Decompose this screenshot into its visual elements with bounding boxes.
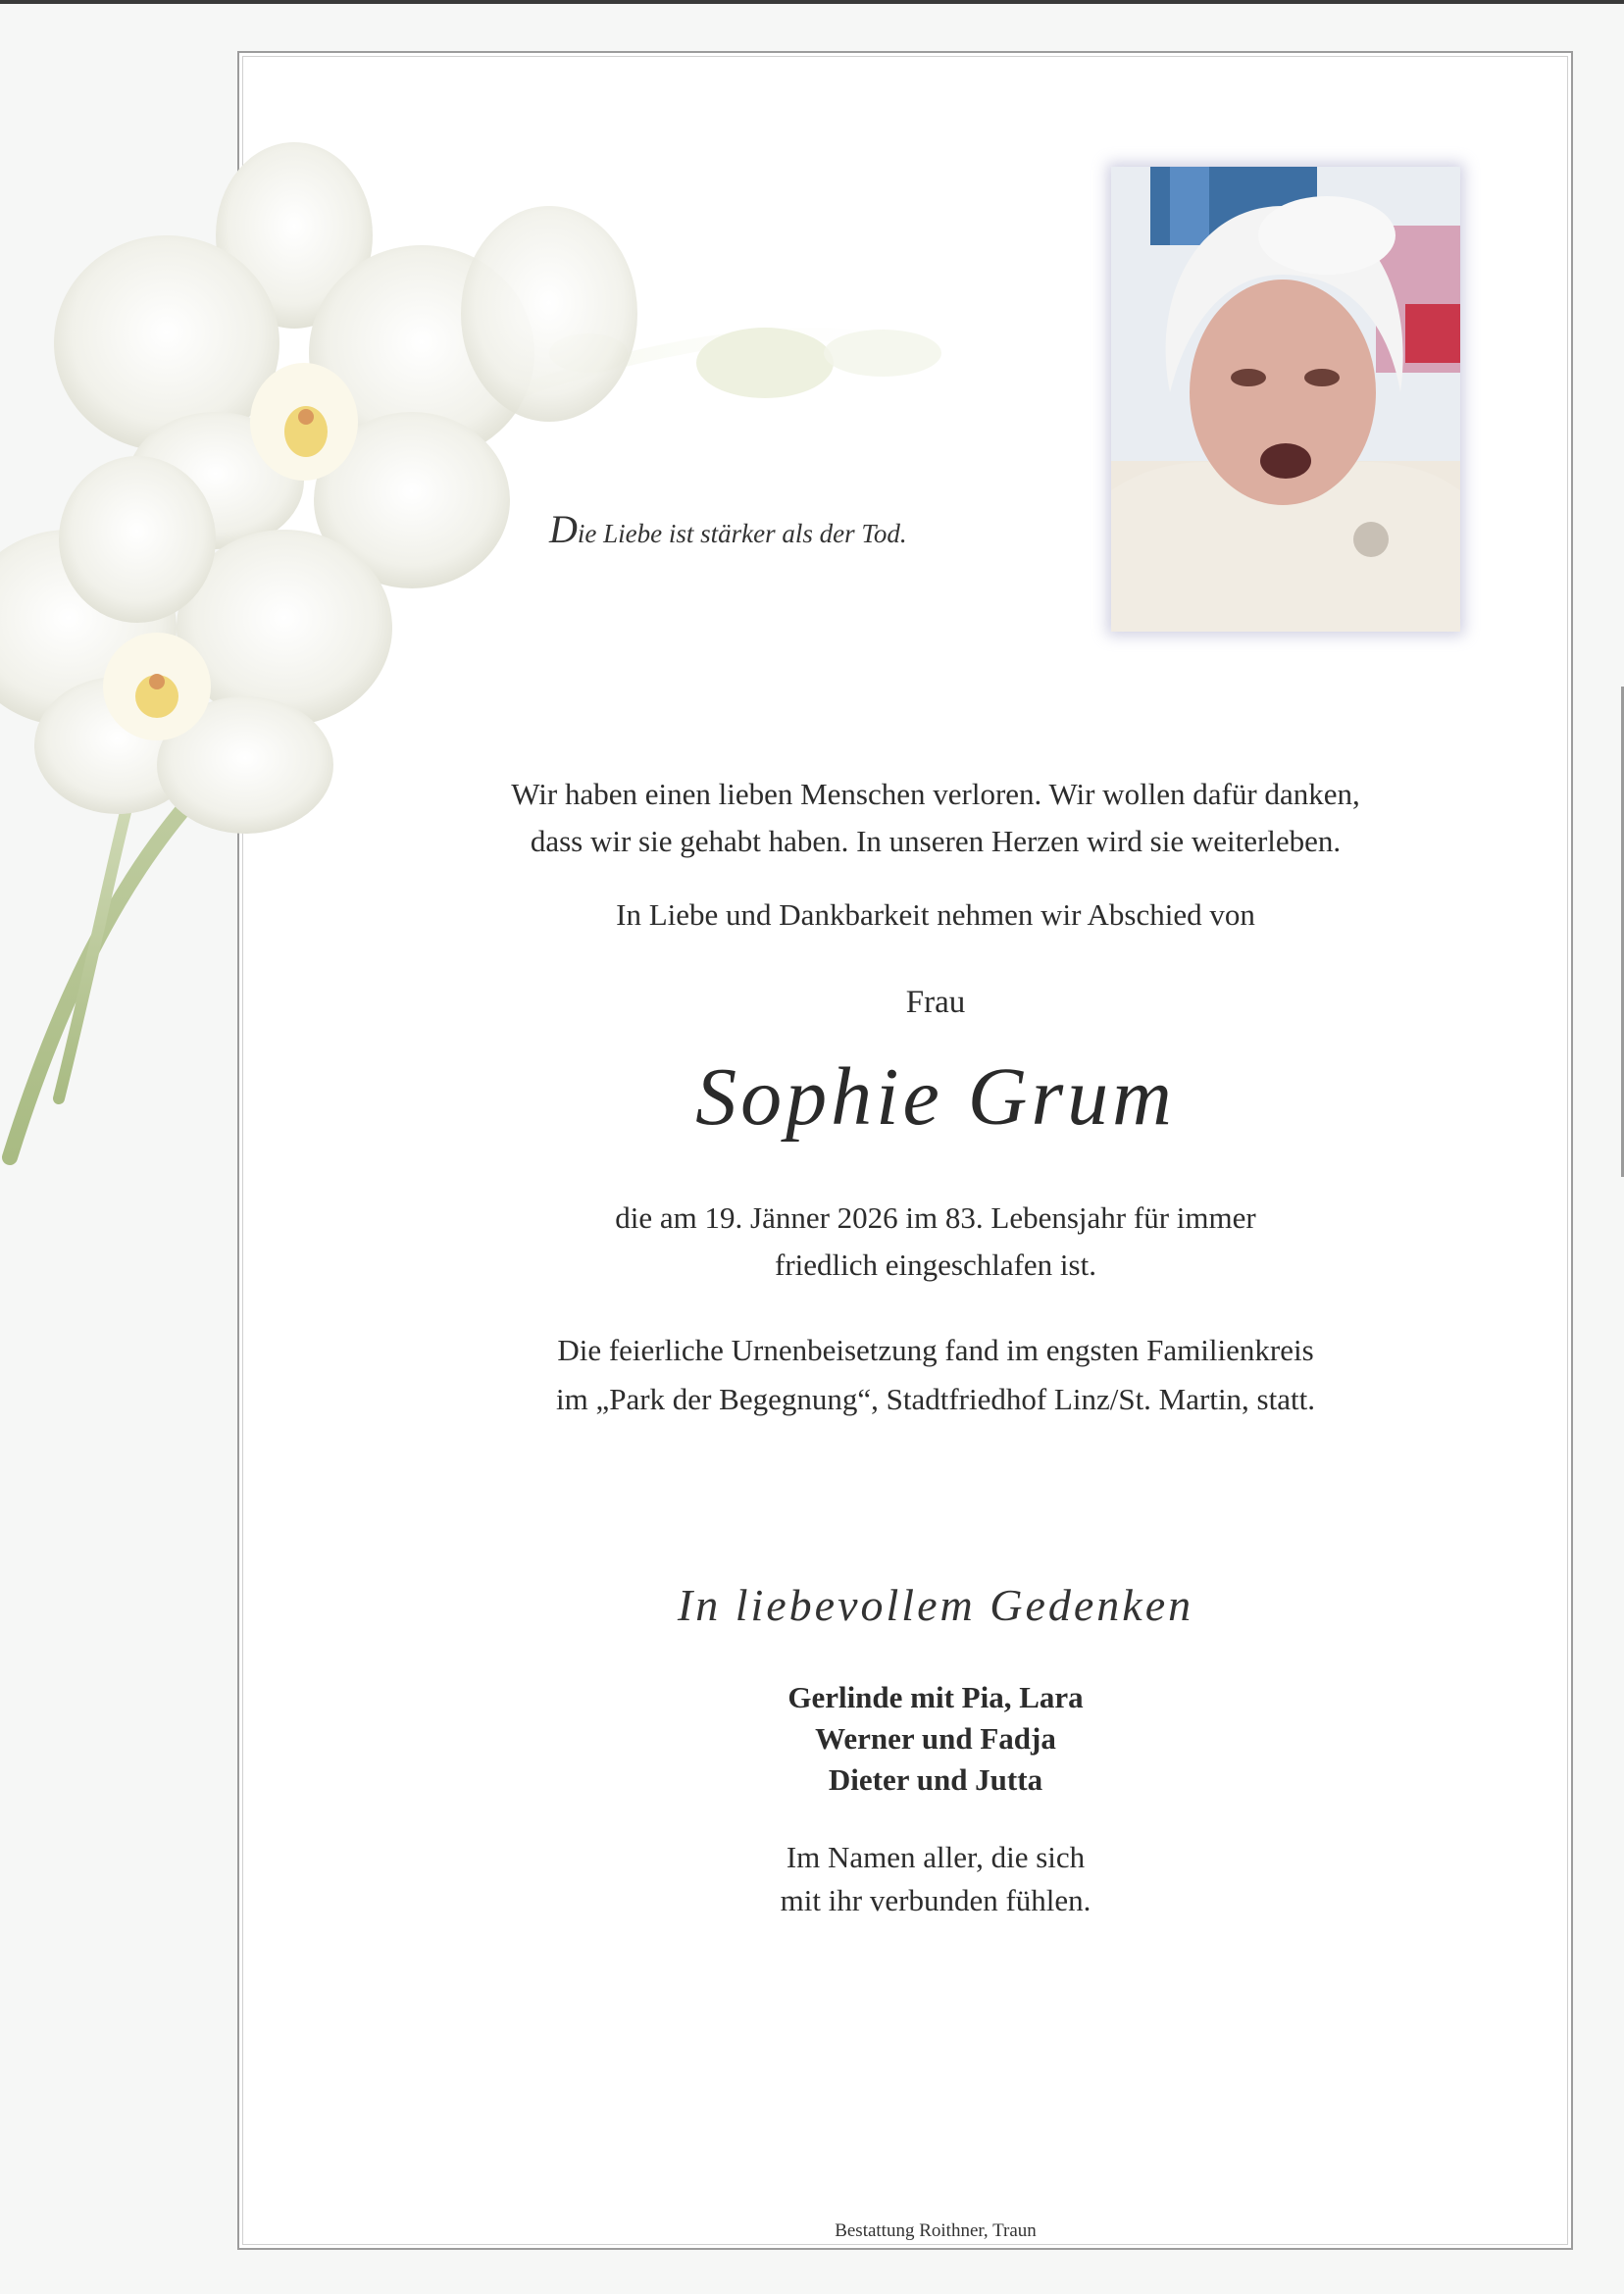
intro-line: Wir haben einen lieben Menschen verloren. Wir wollen dafür danken, [511,777,1360,811]
motto-initial: D [549,507,578,551]
deceased-name: Sophie Grum [695,1051,1176,1143]
death-notice-line: friedlich eingeschlafen ist. [775,1248,1096,1282]
intro-paragraph [245,771,1624,865]
mourner-name: Dieter und Jutta [828,1762,1043,1797]
closing-line: mit ihr verbunden fühlen. [780,1883,1091,1917]
ceremony-line: im „Park der Begegnung“, Stadtfriedhof Linz/St. Martin, statt. [556,1382,1315,1416]
farewell-text: In Liebe und Dankbarkeit nehmen wir Abschied von [616,897,1255,932]
memory-heading: In liebevollem Gedenken [677,1580,1194,1630]
motto-quote [549,506,1040,552]
portrait-photo [1111,167,1460,632]
intro-line: dass wir sie gehabt haben. In unseren Herzen wird sie weiterleben. [530,824,1342,858]
mourners-list [245,1677,1624,1801]
motto-text: ie Liebe ist stärker als der Tod. [577,519,907,548]
death-notice [245,1195,1624,1289]
ceremony-notice [245,1326,1624,1424]
ceremony-line: Die feierliche Urnenbeisetzung fand im engsten Familienkreis [557,1333,1314,1367]
mourner-name: Werner und Fadja [815,1721,1056,1756]
scan-edge [0,0,1624,4]
funeral-home-credit: Bestattung Roithner, Traun [835,2220,1037,2241]
mourner-name: Gerlinde mit Pia, Lara [787,1680,1084,1714]
death-notice-line: die am 19. Jänner 2026 im 83. Lebensjahr für immer [615,1200,1256,1235]
salutation: Frau [905,985,966,1020]
closing-line: Im Namen aller, die sich [786,1840,1086,1874]
closing-text [245,1836,1624,1922]
